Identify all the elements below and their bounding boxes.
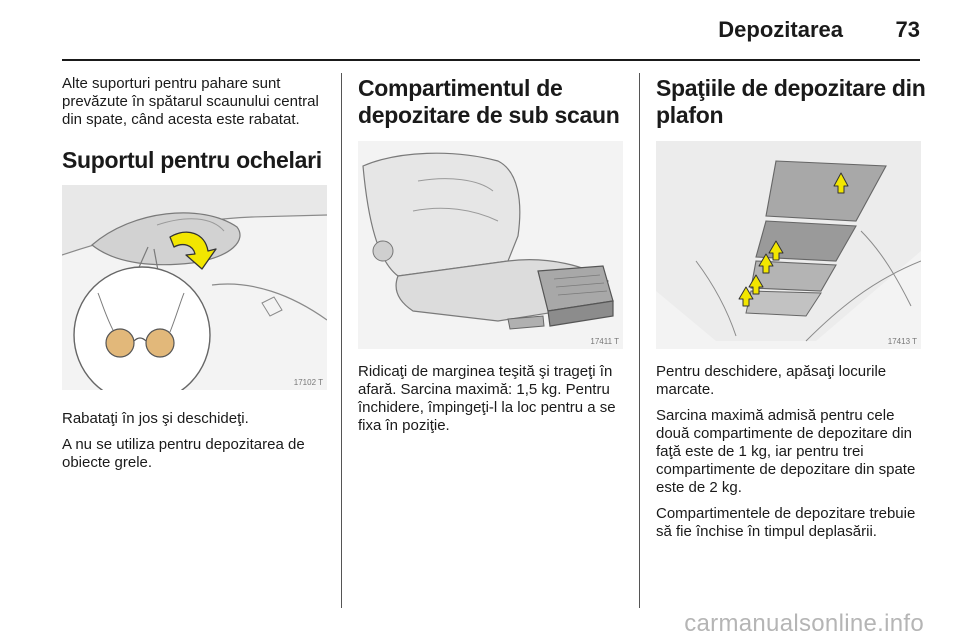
ceiling-paragraph-2: Sarcina maximă admisă pentru cele două compartimente de depozitare din faţă este de 1 kg, iar pentru trei compartimente de depozitare din spate este de 2 kg. [656,407,916,496]
figure-under-seat-storage [358,141,623,349]
under-seat-paragraph: Ridicaţi de marginea teşită şi trageţi în afară. Sarcina maximă: 1,5 kg. Pentru închidere, împingeţi-l la loc pentru a se fixa în poziţie. [358,363,616,434]
figure-code: 17413 T [887,337,917,346]
figure-code: 17102 T [293,378,323,387]
ceiling-storage-illustration [656,141,921,349]
glasses-paragraph-2: A nu se utiliza pentru depozitarea de obiecte grele. [62,436,305,471]
watermark: carmanualsonline.info [684,610,924,637]
column-divider-right [639,73,640,608]
column-divider-left [341,73,342,608]
page-number: 73 [895,17,920,42]
glasses-paragraph-1: Rabataţi în jos şi deschideţi. [62,410,249,427]
glasses-lens-right [146,329,174,357]
under-seat-drawer-illustration [358,141,623,349]
heading-glasses-holder: Suportul pentru ochelari [62,147,322,173]
page-header [0,0,960,62]
column-glasses-holder [62,75,327,480]
column-under-seat-storage [358,75,628,443]
intro-paragraph: Alte suporturi pentru pahare sunt prevăzute în spătarul scaunului central din spate, când acesta este rabatat. [62,75,319,128]
figure-ceiling-storage [656,141,921,349]
heading-ceiling-storage: Spaţiile de depozitare din plafon [656,75,926,128]
heading-under-seat-storage: Compartimentul de depozitare de sub scaun [358,75,620,128]
figure-glasses-holder [62,185,327,390]
column-ceiling-storage [656,75,926,549]
ceiling-paragraph-1: Pentru deschidere, apăsaţi locurile marcate. [656,363,887,398]
ceiling-paragraph-3: Compartimentele de depozitare trebuie să fie închise în timpul deplasării. [656,505,916,540]
figure-code: 17411 T [590,337,619,346]
section-title: Depozitarea [718,17,843,42]
header-rule [62,59,920,61]
glasses-holder-illustration [62,185,327,390]
glasses-lens-left [106,329,134,357]
